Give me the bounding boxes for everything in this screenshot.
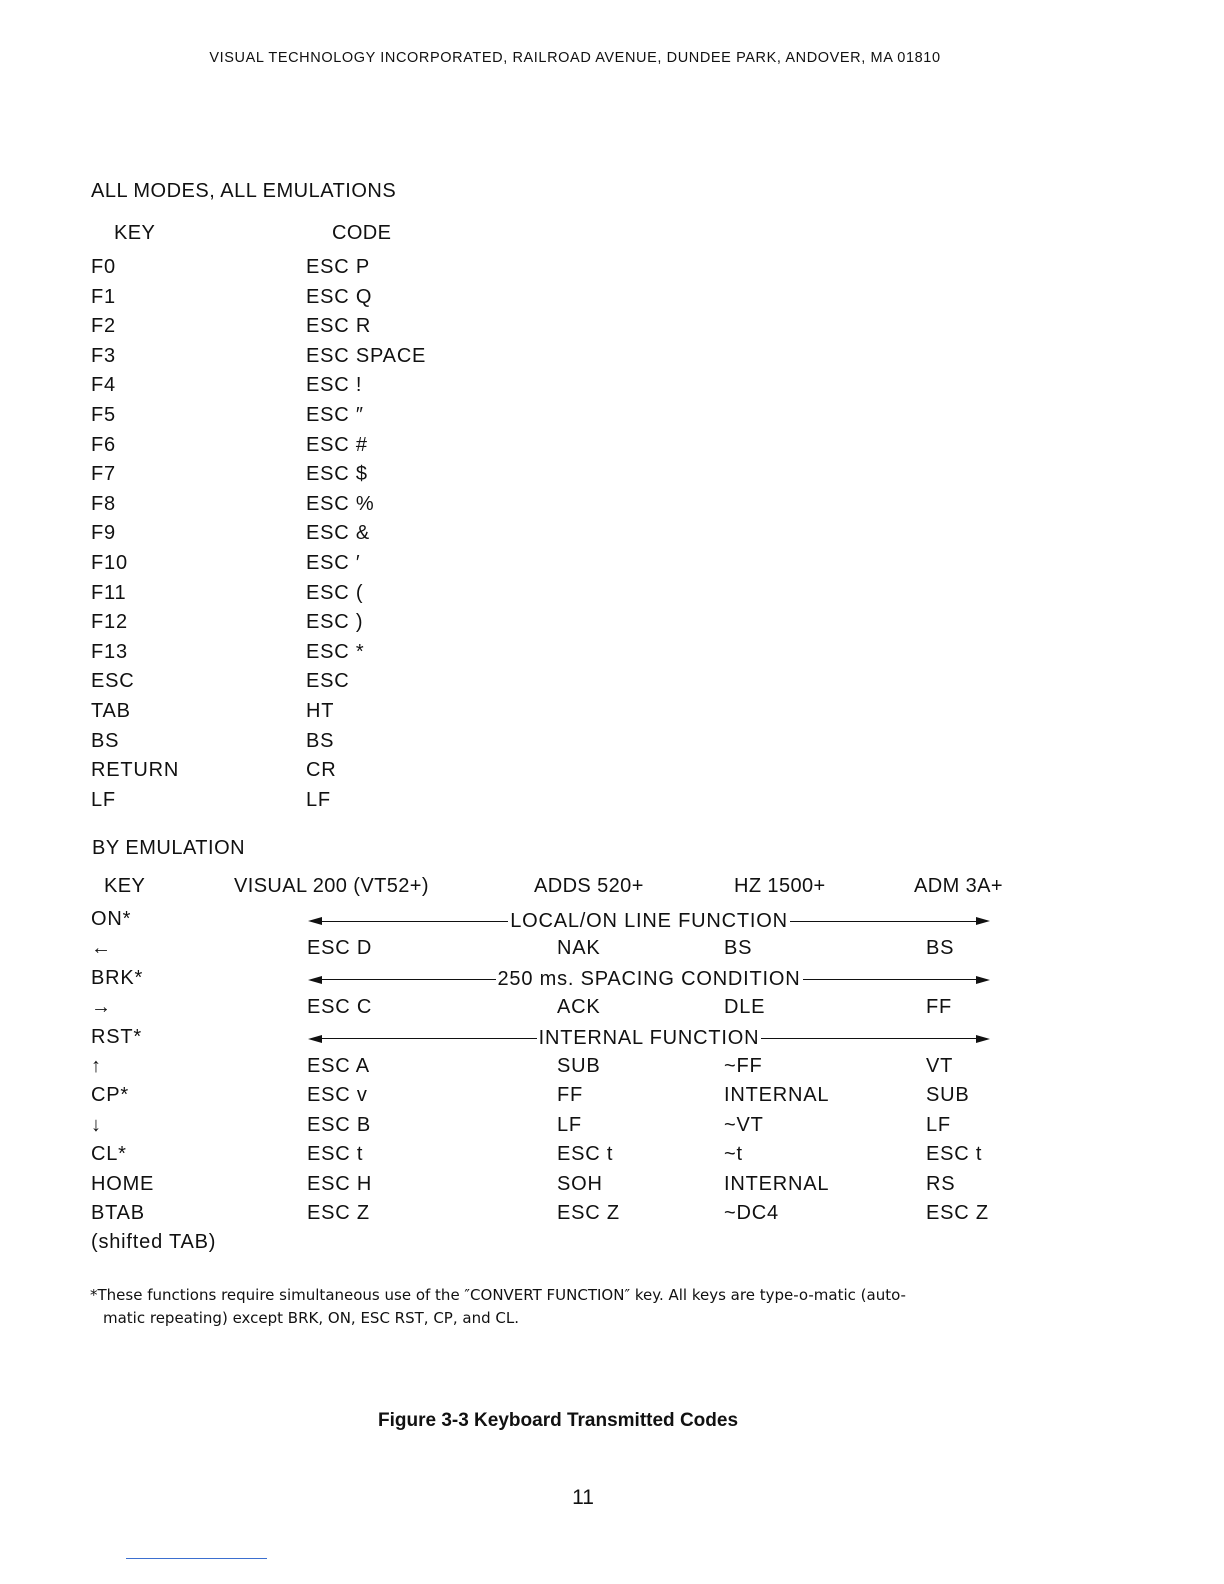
hz-cell: INTERNAL [724, 1172, 830, 1195]
adds-cell: ACK [557, 996, 601, 1019]
key-cell: F0 [91, 256, 116, 278]
left-arrowhead-icon [308, 917, 322, 925]
key-cell: F11 [91, 581, 127, 604]
adm-cell: RS [926, 1172, 956, 1195]
emulation-key-cell: ↓ [91, 1113, 102, 1136]
code-cell: ESC ) [306, 611, 364, 634]
right-arrowhead-icon [976, 917, 990, 925]
key-cell: F5 [91, 404, 116, 426]
visual200-cell: ESC v [307, 1084, 368, 1107]
key-cell: F6 [91, 433, 116, 456]
key-cell: F4 [91, 374, 116, 397]
code-cell: BS [306, 729, 335, 752]
code-cell: ESC [306, 670, 350, 693]
visual200-cell: ESC A [307, 1055, 370, 1077]
code-cell: ESC ″ [306, 404, 364, 426]
span-function-label: INTERNAL FUNCTION [538, 1027, 760, 1050]
key-cell: F2 [91, 315, 116, 338]
all-modes-title: ALL MODES, ALL EMULATIONS [91, 180, 397, 202]
emulation-key-cell: ← [91, 937, 112, 960]
code-cell: ESC ( [306, 581, 364, 604]
key-cell: ESC [91, 670, 135, 693]
emulation-key-cell: BRK* [91, 966, 144, 989]
adm-cell: LF [926, 1113, 951, 1136]
emulation-hz-header: HZ 1500+ [734, 875, 826, 897]
hz-cell: INTERNAL [724, 1084, 830, 1107]
key-cell: F10 [91, 552, 128, 574]
adm-cell: FF [926, 996, 953, 1019]
adds-cell: FF [557, 1084, 584, 1107]
footnote-line-2: matic repeating) except BRK, ON, ESC RST, CP, and CL. [103, 1309, 519, 1327]
adm-cell: ESC Z [926, 1202, 989, 1224]
code-cell: LF [306, 788, 331, 811]
adds-cell: NAK [557, 937, 601, 960]
span-line-left [322, 979, 496, 980]
hz-cell: ~FF [724, 1055, 763, 1077]
code-cell: ESC * [306, 640, 365, 663]
span-line-right [790, 921, 976, 922]
footnote [90, 1284, 1010, 1330]
span-line-left [322, 921, 508, 922]
span-line-right [803, 979, 977, 980]
page-number: 11 [572, 1486, 594, 1509]
emulation-key-cell: CP* [91, 1084, 129, 1107]
span-function-label: LOCAL/ON LINE FUNCTION [510, 909, 788, 932]
emulation-visual200-header: VISUAL 200 (VT52+) [234, 875, 429, 897]
emulation-key-cell: → [91, 996, 112, 1019]
span-line-left [322, 1038, 537, 1039]
adds-cell: SUB [557, 1055, 601, 1077]
key-cell: F9 [91, 522, 116, 545]
adm-cell: ESC t [926, 1143, 983, 1166]
key-cell: F12 [91, 611, 128, 634]
key-cell: F7 [91, 463, 116, 486]
hz-cell: ~VT [724, 1113, 764, 1136]
span-function-row [308, 1027, 990, 1051]
code-cell: ESC ! [306, 374, 363, 397]
visual200-cell: ESC H [307, 1172, 373, 1195]
left-arrowhead-icon [308, 1035, 322, 1043]
span-function-label: 250 ms. SPACING CONDITION [497, 968, 801, 991]
key-cell: F13 [91, 640, 128, 663]
code-cell: ESC & [306, 522, 371, 545]
adds-cell: LF [557, 1113, 582, 1136]
bottom-rule [126, 1558, 267, 1559]
adds-cell: ESC Z [557, 1202, 620, 1224]
hz-cell: ~DC4 [724, 1202, 779, 1224]
code-cell: HT [306, 700, 335, 722]
hz-cell: BS [724, 937, 753, 960]
figure-caption: Figure 3-3 Keyboard Transmitted Codes [377, 1410, 739, 1431]
key-cell: LF [91, 788, 116, 811]
code-cell: ESC # [306, 433, 368, 456]
key-cell: F3 [91, 344, 116, 367]
emulation-key-cell: RST* [91, 1025, 142, 1048]
span-function-row [308, 909, 990, 933]
emulation-adm-header: ADM 3A+ [914, 875, 1003, 897]
emulation-key-cell: (shifted TAB) [91, 1231, 217, 1254]
code-cell: ESC Q [306, 285, 373, 308]
right-arrowhead-icon [976, 1035, 990, 1043]
code-cell: ESC SPACE [306, 344, 427, 367]
emulation-key-cell: BTAB [91, 1202, 145, 1224]
emulation-key-cell: HOME [91, 1172, 155, 1195]
key-cell: F1 [91, 285, 116, 308]
key-cell: TAB [91, 700, 131, 722]
left-arrowhead-icon [308, 976, 322, 984]
key-cell: RETURN [91, 759, 180, 782]
visual200-cell: ESC B [307, 1113, 372, 1136]
code-cell: ESC % [306, 492, 375, 515]
right-arrowhead-icon [976, 976, 990, 984]
code-cell: ESC ′ [306, 552, 361, 574]
span-function-row [308, 968, 990, 992]
span-line-right [761, 1038, 976, 1039]
code-cell: ESC $ [306, 463, 368, 486]
emulation-key-cell: CL* [91, 1143, 127, 1166]
emulation-adds-header: ADDS 520+ [534, 875, 644, 897]
adm-cell: SUB [926, 1084, 970, 1107]
by-emulation-title: BY EMULATION [92, 837, 246, 859]
emulation-key-cell: ON* [91, 908, 132, 930]
visual200-cell: ESC t [307, 1143, 364, 1166]
visual200-cell: ESC D [307, 937, 373, 960]
emulation-key-header: KEY [104, 875, 146, 897]
adm-cell: VT [926, 1055, 954, 1077]
emulation-key-cell: ↑ [91, 1055, 102, 1077]
code-cell: CR [306, 759, 337, 782]
all-modes-code-header: CODE [332, 222, 392, 244]
visual200-cell: ESC Z [307, 1202, 370, 1224]
key-cell: BS [91, 729, 120, 752]
adds-cell: ESC t [557, 1143, 614, 1166]
hz-cell: DLE [724, 996, 766, 1019]
code-cell: ESC P [306, 256, 371, 278]
all-modes-key-header: KEY [114, 222, 156, 244]
footnote-line-1: *These functions require simultaneous use of the ″CONVERT FUNCTION″ key. All keys are type-o-matic (auto- [90, 1286, 906, 1304]
code-cell: ESC R [306, 315, 372, 338]
adds-cell: SOH [557, 1172, 603, 1195]
hz-cell: ~t [724, 1143, 743, 1166]
page-header: VISUAL TECHNOLOGY INCORPORATED, RAILROAD AVENUE, DUNDEE PARK, ANDOVER, MA 01810 [209, 50, 941, 66]
adm-cell: BS [926, 937, 955, 960]
visual200-cell: ESC C [307, 996, 373, 1019]
key-cell: F8 [91, 492, 116, 515]
